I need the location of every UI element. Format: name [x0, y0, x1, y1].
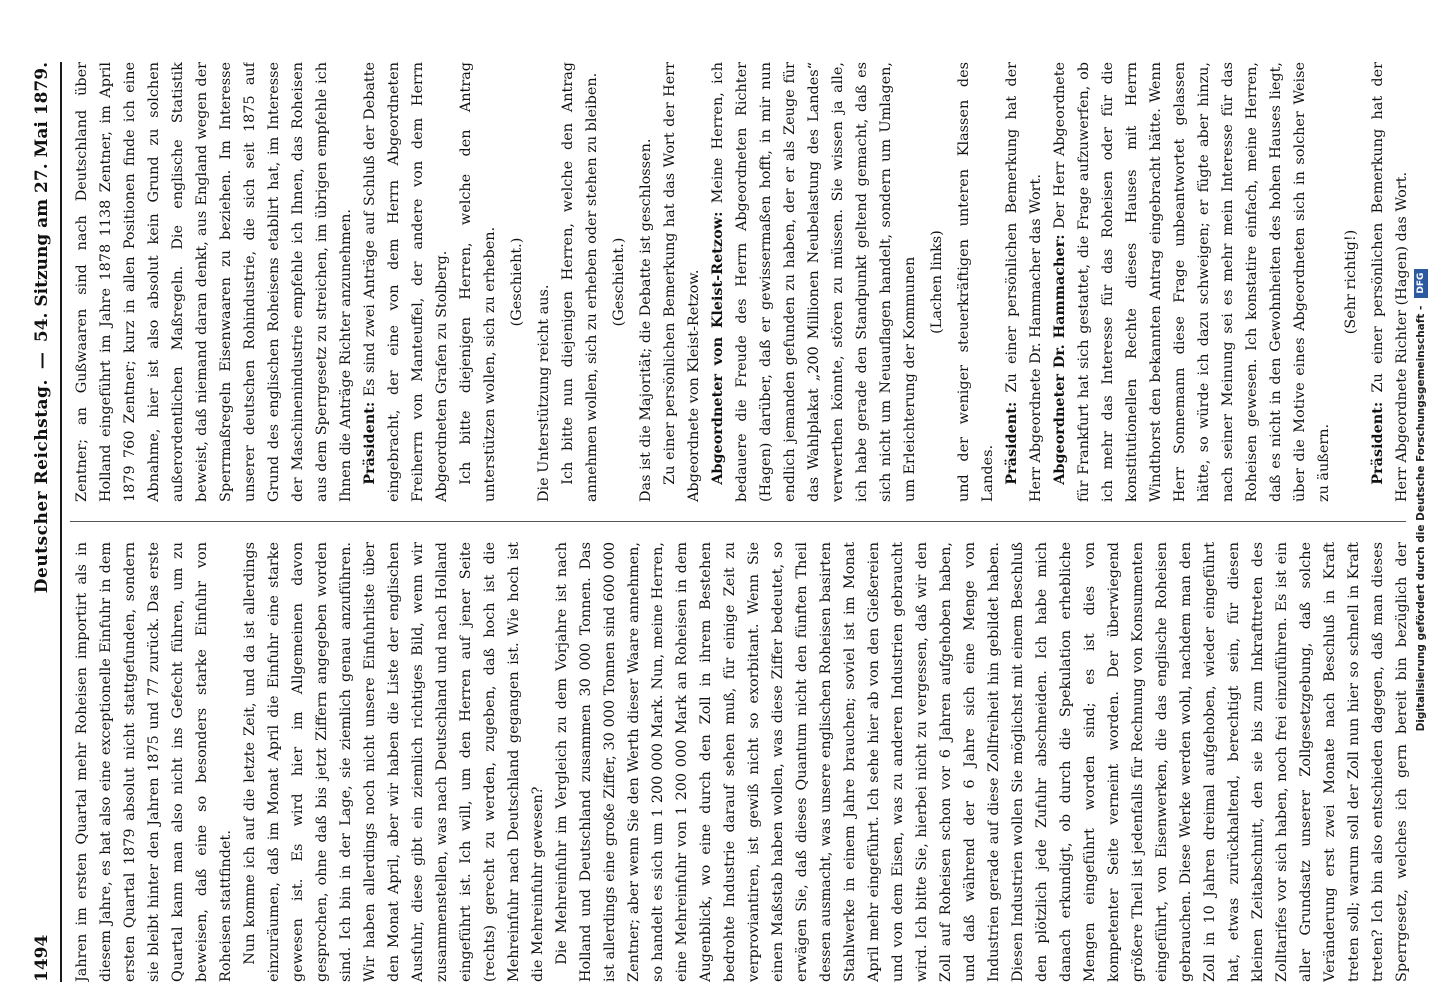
speech-paragraph	[1048, 62, 1336, 502]
right-paragraph: und der weniger steuerkräftigen unteren Klassen des Landes.	[956, 62, 996, 502]
speaker-name: Abgeordneter von Kleist-Retzow:	[709, 211, 726, 485]
dfg-logo: DFG	[1414, 269, 1428, 298]
column-divider	[70, 521, 1406, 522]
speech-text: Zu einer persönlichen Bemerkung hat der Herr Abgeordnete Dr. Hammacher das Wort.	[1004, 62, 1044, 502]
speech-paragraph	[1366, 62, 1414, 502]
speaker-name: Präsident:	[1369, 401, 1386, 485]
page-number: 1494	[32, 934, 52, 982]
speech-paragraph	[706, 62, 922, 502]
speaker-name: Präsident:	[361, 401, 378, 485]
header-rule	[60, 62, 62, 982]
stage-direction: (Geschieht.)	[611, 237, 627, 327]
speaker-name: Abgeordneter Dr. Hammacher:	[1051, 234, 1068, 485]
session-title: 54. Sitzung am 27. Mai 1879.	[32, 62, 52, 343]
credit-text: Digitalisierung gefördert durch die Deutsche Forschungsgemeinschaft -	[1415, 305, 1427, 732]
right-paragraph: Zentner; an Gußwaaren sind nach Deutschland über Holland eingeführt im Jahre 1878 1138 Zentner, im April 1879 760 Zentner; kurz in allen Positionen finde ich eine Abnahme, hier ist also absolut kein Grund zu solchen außerordentlichen Maßregeln. Die englische Statistik beweist, daß niemand daran denkt, aus England wegen der Sperrmaßregeln Eisenwaaren zu beziehen. Im Interesse unserer deutschen Rohindustrie, die sich seit 1875 auf Grund des englischen Roheisens etablirt hat, im Interesse der Maschinenindustrie empfehle ich Ihnen, das Roheisen aus dem Sperrgesetz zu streichen, im übrigen empfehle ich Ihnen die Anträge Richter anzunehmen.	[74, 62, 354, 502]
stage-direction: (Sehr richtig!)	[1343, 229, 1359, 335]
speech-paragraph	[358, 62, 454, 502]
speaker-name: Präsident:	[1003, 401, 1020, 485]
publication-title: Deutscher Reichstag.	[32, 379, 52, 594]
right-paragraph: Zu einer persönlichen Bemerkung hat das Wort der Herr Abgeordnete von Kleist-Retzow.	[662, 62, 702, 502]
left-paragraph: Nun komme ich auf die letzte Zeit, und da ist allerdings einzuräumen, daß im Monat April die Einfuhr eine starke gewesen ist. Es wird hier im Allgemeinen davon gesprochen, ohne daß bis jetzt Ziffern angegeben worden sind. Ich bin in der Lage, sie ziemlich genau anzuführen. Wir haben allerdings noch nicht unsere Einfuhrliste über den Monat April, aber wir haben die Liste der englischen Ausfuhr, diese gibt ein ziemlich richtiges Bild, wenn wir zusammenstellen, was nach Deutschland und nach Holland eingeführt ist. Ich will, um den Herren auf jener Seite (rechts) gerecht zu werden, zugeben, daß hoch ist die Mehreinfuhr nach Deutschland gegangen ist. Wie hoch ist die Mehreinfuhr gewesen?	[242, 542, 546, 982]
left-paragraph: Jahren im ersten Quartal mehr Roheisen importirt als in diesem Jahre, es hat also eine exceptionelle Einfuhr in dem ersten Quartal 1879 absolut nicht stattgefunden, sondern sie bleibt hinter den Jahren 1875 und 77 zurück. Das erste Quartal kann man also nicht ins Gefecht führen, um zu beweisen, daß eine so besonders starke Einfuhr von Roheisen stattfindet.	[74, 542, 234, 982]
right-paragraph: Ich bitte nun diejenigen Herren, welche den Antrag annehmen wollen, sich zu erheben oder stehen zu bleiben.	[560, 62, 600, 502]
speech-text: Meine Herren, ich bedauere die Freude des Herrn Abgeordneten Richter (Hagen) darüber, daß er gewissermaßen hofft, in mir nun endlich jemanden gefunden zu haben, der er als Zeuge für das Wahlplakat „200 Millionen Neubelastung des Landes“ verwerthen könnte, stören zu müssen. Sie wissen ja alle, ich habe gerade den Standpunkt geltend gemacht, daß es sich nicht um Neuauflagen handelt, sondern um Umlagen, um Erleichterung der Kommunen	[710, 62, 918, 502]
right-column	[70, 62, 1416, 502]
right-paragraph: Das ist die Majorität; die Debatte ist geschlossen.	[638, 138, 654, 502]
left-paragraph: Die Mehreinfuhr im Vergleich zu dem Vorjahre ist nach Holland und Deutschland zusammen 30 000 Tonnen. Das ist allerdings eine große Ziffer, 30 000 Tonnen sind 600 000 Zentner; aber wenn Sie den Werth dieser Waare annehmen, so handelt es sich um 1 200 000 Mark. Nun, meine Herren, eine Mehreinfuhr von 1 200 000 Mark an Roheisen in dem Augenblick, wo eine durch den Zoll in ihrem Bestehen bedrohte Industrie darauf sehen muß, für einige Zeit zu verproviantiren, ist gewiß nicht so exorbitant. Wenn Sie einen Maßstab haben wollen, was diese Ziffer bedeutet, so erwägen Sie, daß dieses Quantum nicht den fünften Theil dessen ausmacht, was unsere englischen Roheisen basirten Stahlwerke in einem Jahre brauchen; soviel ist im Monat April mehr eingeführt. Ich sehe hier ab von den Gießereien und von dem Eisen, was zu anderen Industrien gebraucht wird. Ich bitte Sie, hierbei nicht zu vergessen, daß wir den Zoll auf Roheisen schon vor 6 Jahren aufgehoben haben, und daß während der 6 Jahre sich eine Menge von Industrien gerade auf diese Zollfreiheit hin gebildet haben. Diesen Industrien wollen Sie möglichst mit einem Beschluß den plötzlich jede Zufuhr abschneiden. Ich habe mich danach erkundigt, ob durch die Spekulation erhebliche Mengen eingeführt worden sind; es ist dies von kompetenter Seite verneint worden. Der überwiegend größere Theil ist jedenfalls für Rechnung von Konsumenten eingeführt, von Eisenwerken, die das englische Roheisen gebrauchen. Diese Werke werden wohl, nachdem man den Zoll in 10 Jahren dreimal aufgehoben, wieder eingeführt hat, etwas zurückhaltend, berechtigt sein, für diesen kleinen Zeitabschnitt, den sie bis zum Inkrafttreten des Zolltarifes vor sich haben, noch frei einzuführen. Es ist ein aller Grundsatz unserer Zollgesetzgebung, daß solche Veränderung erst zwei Monate nach Beschluß in Kraft treten soll; warum soll der Zoll nun hier so schnell in Kraft treten? Ich bin also entschieden dagegen, daß man dieses Sperrgesetz, welches ich gern bereit bin bezüglich der	[554, 542, 1410, 982]
right-paragraph: Ich bitte diejenigen Herren, welche den Antrag unterstützen wollen, sich zu erheben.	[458, 62, 498, 502]
header-title-group	[32, 62, 52, 593]
right-paragraph: Die Unterstützung reicht aus.	[536, 284, 552, 502]
speech-text: Zu einer persönlichen Bemerkung hat der Herr Abgeordnete Richter (Hagen) das Wort.	[1370, 62, 1410, 502]
speech-paragraph	[1000, 62, 1048, 502]
stage-direction: (Lachen links)	[929, 230, 945, 334]
digitization-credit	[1410, 0, 1432, 1000]
speech-text: Der Herr Abgeordnete für Frankfurt hat sich gestattet, die Frage aufzuwerfen, ob ich mehr das Interesse für das Roheisen oder für die konstitutionellen Rechte dieses Hauses mit Herrn Windthorst den bekannten Antrag eingebracht hätte. Wenn Herr Sonnemann diese Frage unbeantwortet gelassen hätte, so würde ich dazu schweigen; er fügte aber hinzu, nach seiner Meinung sei es mehr mein Interesse für das Roheisen gewesen. Ich konstatire einfach, meine Herren, daß es nicht in den Gewohnheiten des hohen Hauses liegt, über die Motive eines Abgeordneten sich in solcher Weise zu äußern.	[1052, 62, 1332, 502]
page-header	[32, 62, 56, 982]
left-column	[70, 542, 1416, 982]
speech-text: Es sind zwei Anträge auf Schluß der Debatte eingebracht, der eine von dem Herrn Abgeordneten Freiherrn von Manteuffel, der andere von dem Herrn Abgeordneten Grafen zu Stolberg.	[362, 62, 450, 502]
stage-direction: (Geschieht.)	[509, 237, 525, 327]
header-dash: —	[32, 352, 52, 370]
